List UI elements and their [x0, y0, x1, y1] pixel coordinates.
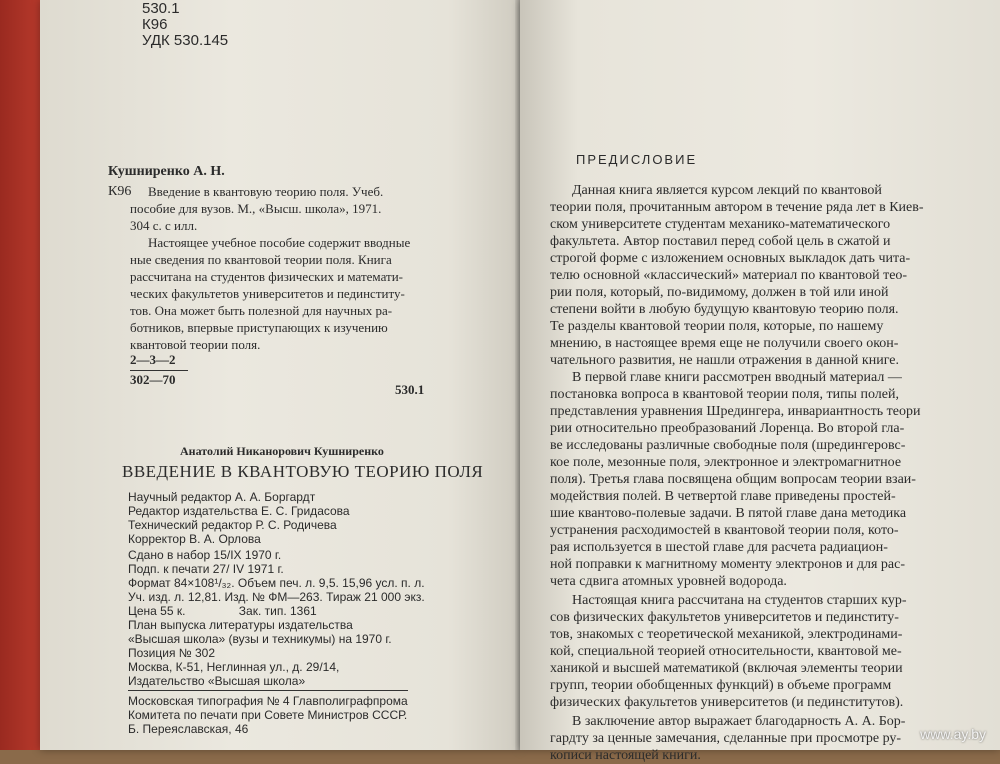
imprint-line-4: Уч. изд. л. 12,81. Изд. № ФМ—263. Тираж 21 000 экз. [128, 590, 425, 604]
printer-line-3: Б. Переяславская, 46 [128, 722, 249, 736]
editor-line-3: Технический редактор Р. С. Родичева [128, 518, 337, 532]
preface-heading: ПРЕДИСЛОВИЕ [576, 152, 698, 167]
annotation-line-3: рассчитана на студентов физических и математи- [130, 269, 403, 284]
editor-line-1: Научный редактор А. А. Боргардт [128, 490, 316, 504]
imprint-line-10: Издательство «Высшая школа» [128, 674, 306, 688]
code-bottom: 302—70 [130, 372, 176, 387]
annotation-line-4: ческих факультетов университетов и пединститу- [130, 286, 405, 301]
annotation-line-7: квантовой теории поля. [130, 337, 261, 352]
annotation-line-5: тов. Она может быть полезной для научных ра- [130, 303, 393, 318]
watermark: www.ay.by [920, 726, 986, 742]
book-title: ВВЕДЕНИЕ В КВАНТОВУЮ ТЕОРИЮ ПОЛЯ [122, 462, 484, 481]
full-author: Анатолий Никанорович Кушниренко [180, 444, 384, 458]
imprint-line-8: Позиция № 302 [128, 646, 216, 660]
annotation-line-6: ботников, впервые приступающих к изучению [130, 320, 388, 335]
preface-paragraph-2: В первой главе книги рассмотрен вводный материал — постановка вопроса в квантовой теории поля, типы полей, представления уравнения Шредингера, инвариантность теори рии относительно преобразований Лоренца. Во второй гла- ве исследованы различные свободные поля (шредингеровс- кое поле, мезонные поля, электронное и электромагнитное поля). Третья глава посвящена общим вопросам теории взаи- модействия полей. В четвертой главе приведены простей- шие квантово-полевые задачи. В пятой главе дана методика устранения расходимостей в квантовой теории поля, кото- рая используется в шестой главе для расчета радиацион- ной поправки к магнитному моменту электронов и для рас- чета сдвига атомных уровней водорода. [550, 370, 921, 589]
right-page [520, 0, 1000, 763]
biblio-line-3: 304 с. с илл. [130, 218, 198, 233]
imprint-line-2: Подп. к печати 27/ IV 1971 г. [128, 562, 284, 576]
author-heading: Кушниренко А. Н. [108, 164, 225, 179]
preface-paragraph-1: Данная книга является курсом лекций по квантовой теории поля, прочитанным автором в течение ряда лет в Киев- ском университете студентам механико-математического факультета. Автор поставил перед собой цель в сжатой и строгой форме с изложением основных выкладок дать чита- телю основной «классический» материал по квантовой тео- рии поля, который, по-видимому, должен в той или иной степени войти в любую будущую квантовую теорию поля. Те разделы квантовой теории поля, которые, по нашему мнению, в настоящее время еще не получили своего окон- чательного развития, не нашли отражения в данной книге. [550, 183, 924, 368]
code-right: 530.1 [395, 382, 425, 397]
classification-line-1: 530.1 [142, 0, 180, 17]
imprint-line-5: Цена 55 к. Зак. тип. 1361 [128, 604, 317, 618]
biblio-line-1: Введение в квантовую теорию поля. Учеб. [148, 184, 384, 199]
editor-line-2: Редактор издательства Е. С. Гридасова [128, 504, 350, 518]
annotation-line-1: Настоящее учебное пособие содержит вводные [148, 235, 411, 250]
preface-line: кописи настоящей книги. [550, 748, 701, 763]
classification-line-3: УДК 530.145 [142, 32, 229, 49]
annotation-line-2: ные сведения по квантовой теории поля. Книга [130, 252, 392, 267]
imprint-line-7: «Высшая школа» (вузы и техникумы) на 1970 г. [128, 632, 392, 646]
left-page [40, 0, 520, 750]
imprint-line-6: План выпуска литературы издательства [128, 618, 353, 632]
classification-line-2: К96 [142, 16, 168, 33]
biblio-line-2: пособие для вузов. М., «Высш. школа», 1971. [130, 201, 382, 216]
code-divider [130, 370, 188, 371]
code-top: 2—3—2 [130, 352, 176, 367]
preface-paragraph-4: В заключение автор выражает благодарность А. А. Бор- гардту за ценные замечания, сделанные при просмотре ру- кописи настоящей книги. [550, 713, 955, 764]
printer-line-2: Комитета по печати при Совете Министров СССР. [128, 708, 408, 722]
printer-line-1: Московская типография № 4 Главполиграфпрома [128, 694, 408, 708]
printer-divider [128, 690, 408, 691]
imprint-line-3: Формат 84×108¹/₃₂. Объем печ. л. 9,5. 15,96 усл. п. л. [128, 576, 425, 590]
editor-line-4: Корректор В. А. Орлова [128, 532, 261, 546]
index-code: К96 [108, 184, 132, 199]
preface-paragraph-3: Настоящая книга рассчитана на студентов старших кур- сов физических факультетов университетов и пединститу- тов, знакомых с теоретической механикой, электродинами- кой, специальной теорией относительности, квантовой ме- ханикой и высшей математикой (включая элементы теории групп, теории обобщенных функций) в объеме программ физических факультетов университетов (и пединститутов). [550, 593, 907, 710]
imprint-line-9: Москва, К-51, Неглинная ул., д. 29/14, [128, 660, 340, 674]
imprint-line-1: Сдано в набор 15/IX 1970 г. [128, 548, 282, 562]
